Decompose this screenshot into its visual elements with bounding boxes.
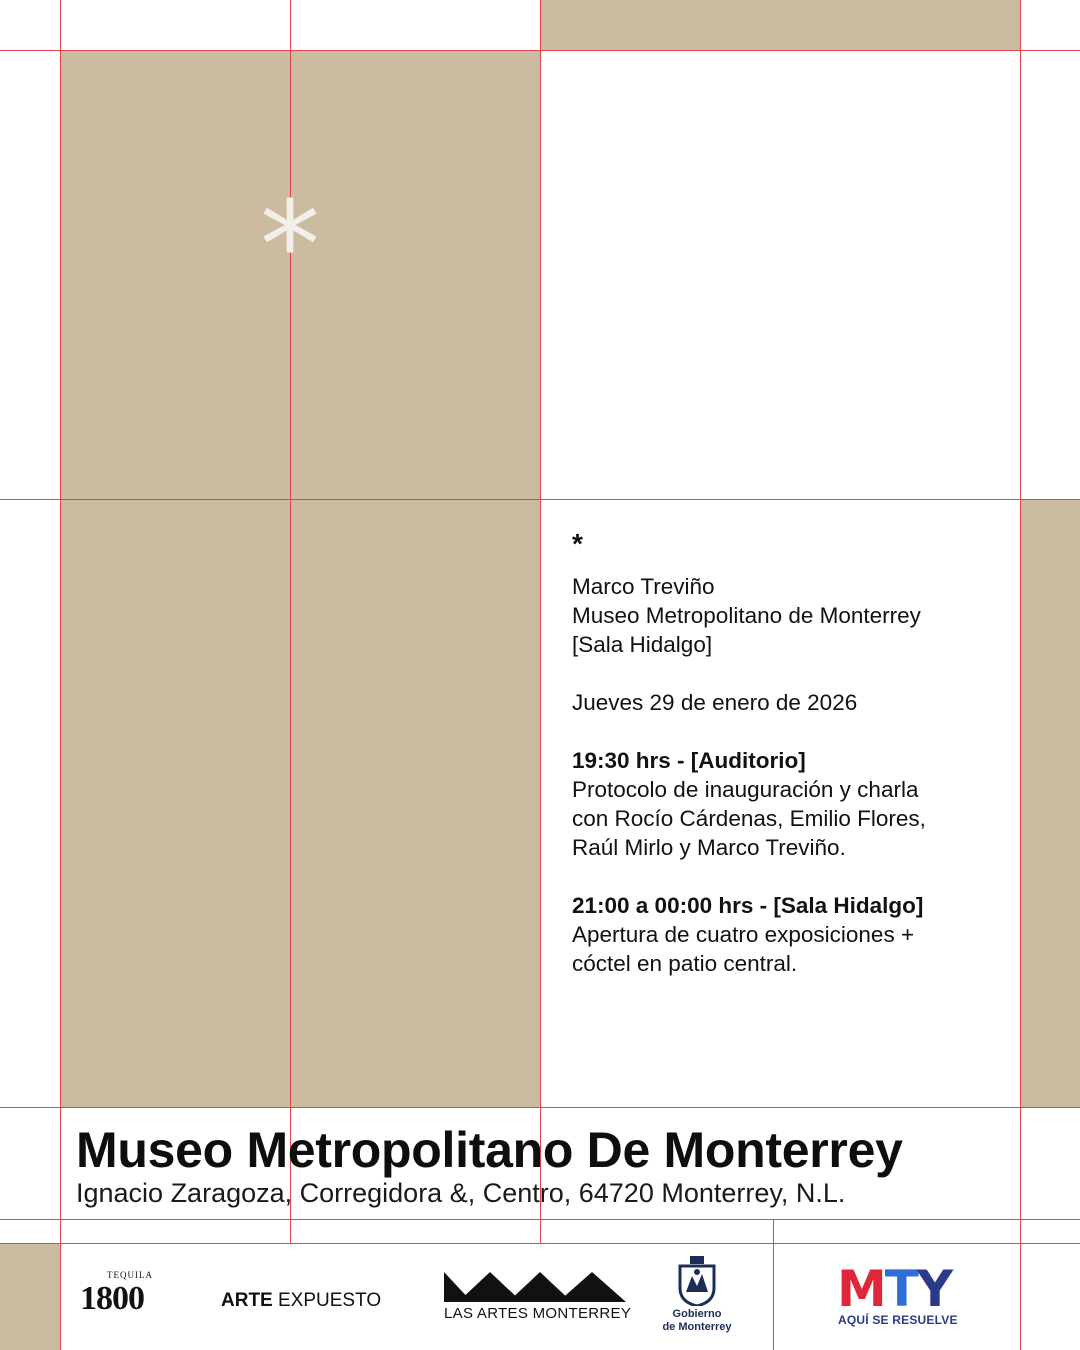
gobierno-line: de Monterrey [662,1321,732,1333]
mountains-icon [444,1270,626,1302]
las-artes-label: LAS ARTES MONTERREY [444,1305,632,1322]
asterisk-icon: * [572,528,583,559]
grid-line [0,1243,1080,1244]
mty-wordmark [837,1264,959,1312]
tequila-label: TEQUILA [107,1270,153,1280]
arte-rest: EXPUESTO [272,1290,382,1311]
beige-block-bottom-left [0,1243,60,1350]
venue-address: Ignacio Zaragoza, Corregidora &, Centro, 64720 Monterrey, N.L. [76,1178,846,1208]
coat-of-arms-icon [676,1256,718,1306]
grid-line [0,50,1080,51]
venue-title: Museo Metropolitano De Monterrey [76,1122,903,1178]
session-line: Protocolo de inauguración y charla [572,777,919,802]
grid-line [0,499,1080,500]
session-line: Raúl Mirlo y Marco Treviño. [572,835,846,860]
grid-line [0,1219,1080,1220]
arte-bold: ARTE [221,1290,273,1311]
artist-name: Marco Treviño [572,574,715,599]
mty-tagline: AQUÍ SE RESUELVE [838,1313,958,1327]
event-date: Jueves 29 de enero de 2026 [572,690,858,715]
event-info [572,530,1012,978]
grid-line [60,0,61,1350]
room-name: [Sala Hidalgo] [572,632,713,657]
grid-line [773,1219,774,1350]
grid-line [540,0,541,1243]
svg-text:MTY [837,1264,954,1312]
arte-expuesto-logo [221,1290,381,1312]
mty-letter: Y [916,1264,952,1312]
decorative-asterisk: * [260,177,320,316]
mty-letter: T [884,1264,917,1312]
gobierno-text [652,1308,742,1334]
session-line: cóctel en patio central. [572,951,798,976]
mty-letter: M [837,1264,885,1312]
grid-line [0,1107,1080,1108]
beige-block-top-right [540,0,1020,50]
tequila-brand: 1800 [80,1280,144,1317]
gobierno-line: Gobierno [672,1308,722,1320]
venue-name: Museo Metropolitano de Monterrey [572,603,921,628]
session-time: 19:30 hrs - [Auditorio] [572,748,806,773]
session-line: Apertura de cuatro exposiciones + [572,922,915,947]
beige-block-right-edge [1020,499,1080,1107]
session-time: 21:00 a 00:00 hrs - [Sala Hidalgo] [572,893,924,918]
session-line: con Rocío Cárdenas, Emilio Flores, [572,806,926,831]
